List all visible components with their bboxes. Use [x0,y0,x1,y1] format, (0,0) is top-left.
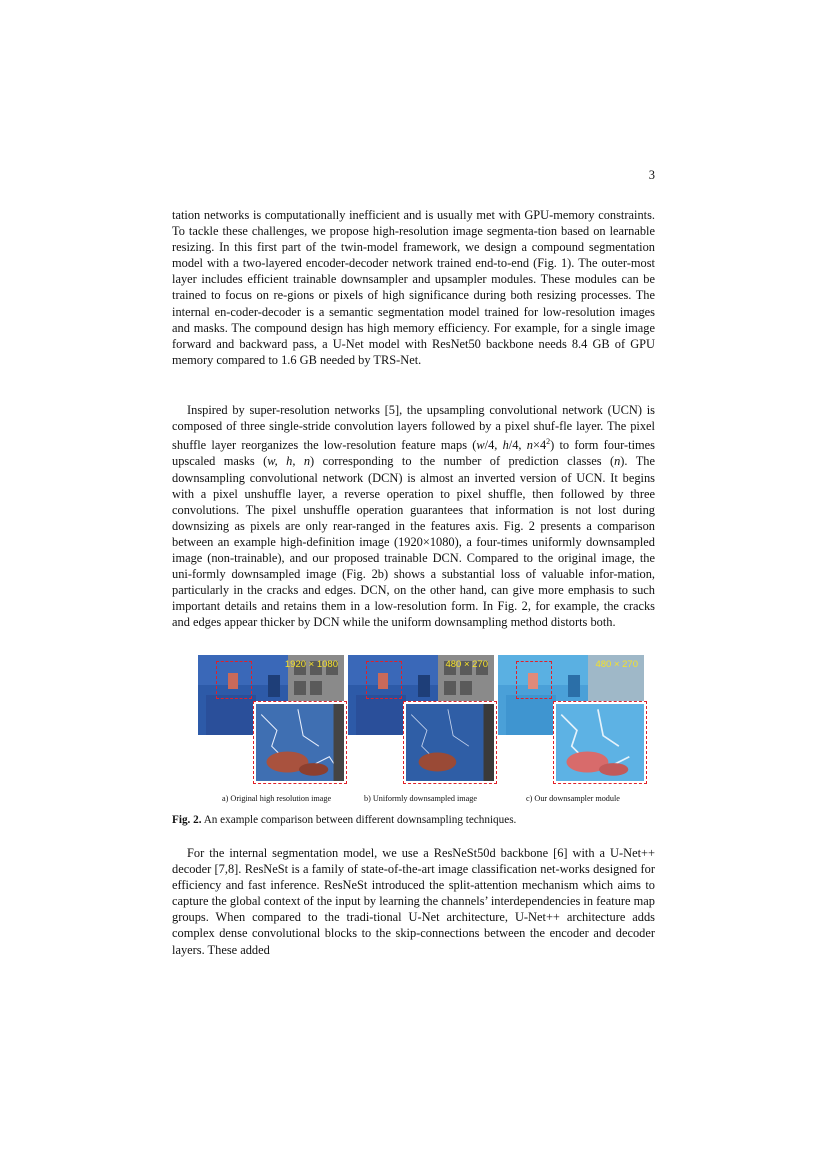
panel-dimension-label: 480 × 270 [445,659,488,670]
figure-2 [198,655,668,805]
zoom-region-marker [216,661,252,699]
zoom-region-marker [516,661,552,699]
figure-panel-dcn [498,655,644,803]
panel-dimension-label: 480 × 270 [595,659,638,670]
figure-caption [172,814,516,826]
zoom-inset [253,701,347,784]
paragraph-2-text: Inspired by super-resolution networks [5], the upsampling convolutional network (UCN) is composed of three single-stride convolution layers followed by a pixel shuf-fle layer. The pixel shuffle layer reorganizes the low-resolution feature maps (w/4, h/4, $n\times 4^2$) to form four-times upscaled masks (w, h, n) corresponding to the number of prediction classes (n). The downsampling convolutional network (DCN) is almost an inverted version of UCN. It begins with a pixel unshuffle layer, a reverse operation to pixel shuffle, then followed by three convolutions. The pixel unshuffle operation guarantees that information is not lost during downsizing as pixels are only rear-ranged in the features axis. Fig. 2 presents a comparison between an example high-definition image (1920×1080), a four-times uniformly downsampled image (non-trainable), and our proposed trainable DCN. Compared to the original image, the uni-formly downsampled image (Fig. 2b) shows a substantial loss of valuable infor-mation, particularly in the cracks and edges. DCN, on the other hand, can give more emphasis to such important details and retains them in a low-resolution form. In Fig. 2, for example, the cracks and edges appear thicker by DCN while the uniform downsampling method distorts both. [172,403,655,630]
page-number: 3 [648,168,655,182]
figure-panel-original [198,655,344,803]
panel-caption: c) Our downsampler module [526,794,620,803]
paragraph-3-text: For the internal segmentation model, we use a ResNeSt50d backbone [6] with a U-Net++ decoder [7,8]. ResNeSt is a family of state-of-the-art image classification net-works designed for efficiency and fast inference. ResNeSt introduced the split-attention mechanism which aims to capture the global context of the input by learning the channels’ interdependencies in feature map groups. When compared to the tradi-tional U-Net architecture, U-Net++ architecture adds complex dense convolutional blocks to the skip-connections between the encoder and decoder layers. These added [172,846,655,957]
zoom-region-marker [366,661,402,699]
figure-caption-label: Fig. 2. [172,814,202,826]
paragraph-1-text: tation networks is computationally inefficient and is usually met with GPU-memory constraints. To tackle these challenges, we propose high-resolution image segmenta-tion based on learnable resizing. In this first part of the twin-model framework, we design a compound segmentation model with a two-layered encoder-decoder network trained end-to-end (Fig. 1). The outer-most layer includes efficient trainable downsampler and upsampler modules. These modules can be trained to focus on re-gions or pixels of high significance during both resizing processes. The internal en-coder-decoder is a semantic segmentation model trained for low-resolution images and masks. The compound design has high memory efficiency. For example, for a single image forward and backward pass, a U-Net model with ResNet50 backbone needs 8.4 GB of GPU memory compared to 1.6 GB needed by TRS-Net. [172,208,655,367]
zoom-inset [403,701,497,784]
zoom-inset [553,701,647,784]
panel-caption: a) Original high resolution image [222,794,332,803]
figure-panel-uniform [348,655,494,803]
panel-dimension-label: 1920 × 1080 [284,659,338,670]
figure-caption-text: An example comparison between different downsampling techniques. [201,814,517,826]
paragraph-1 [172,207,655,368]
paragraph-3 [172,845,655,958]
panel-caption: b) Uniformly downsampled image [364,794,478,803]
paragraph-2 [172,402,655,630]
